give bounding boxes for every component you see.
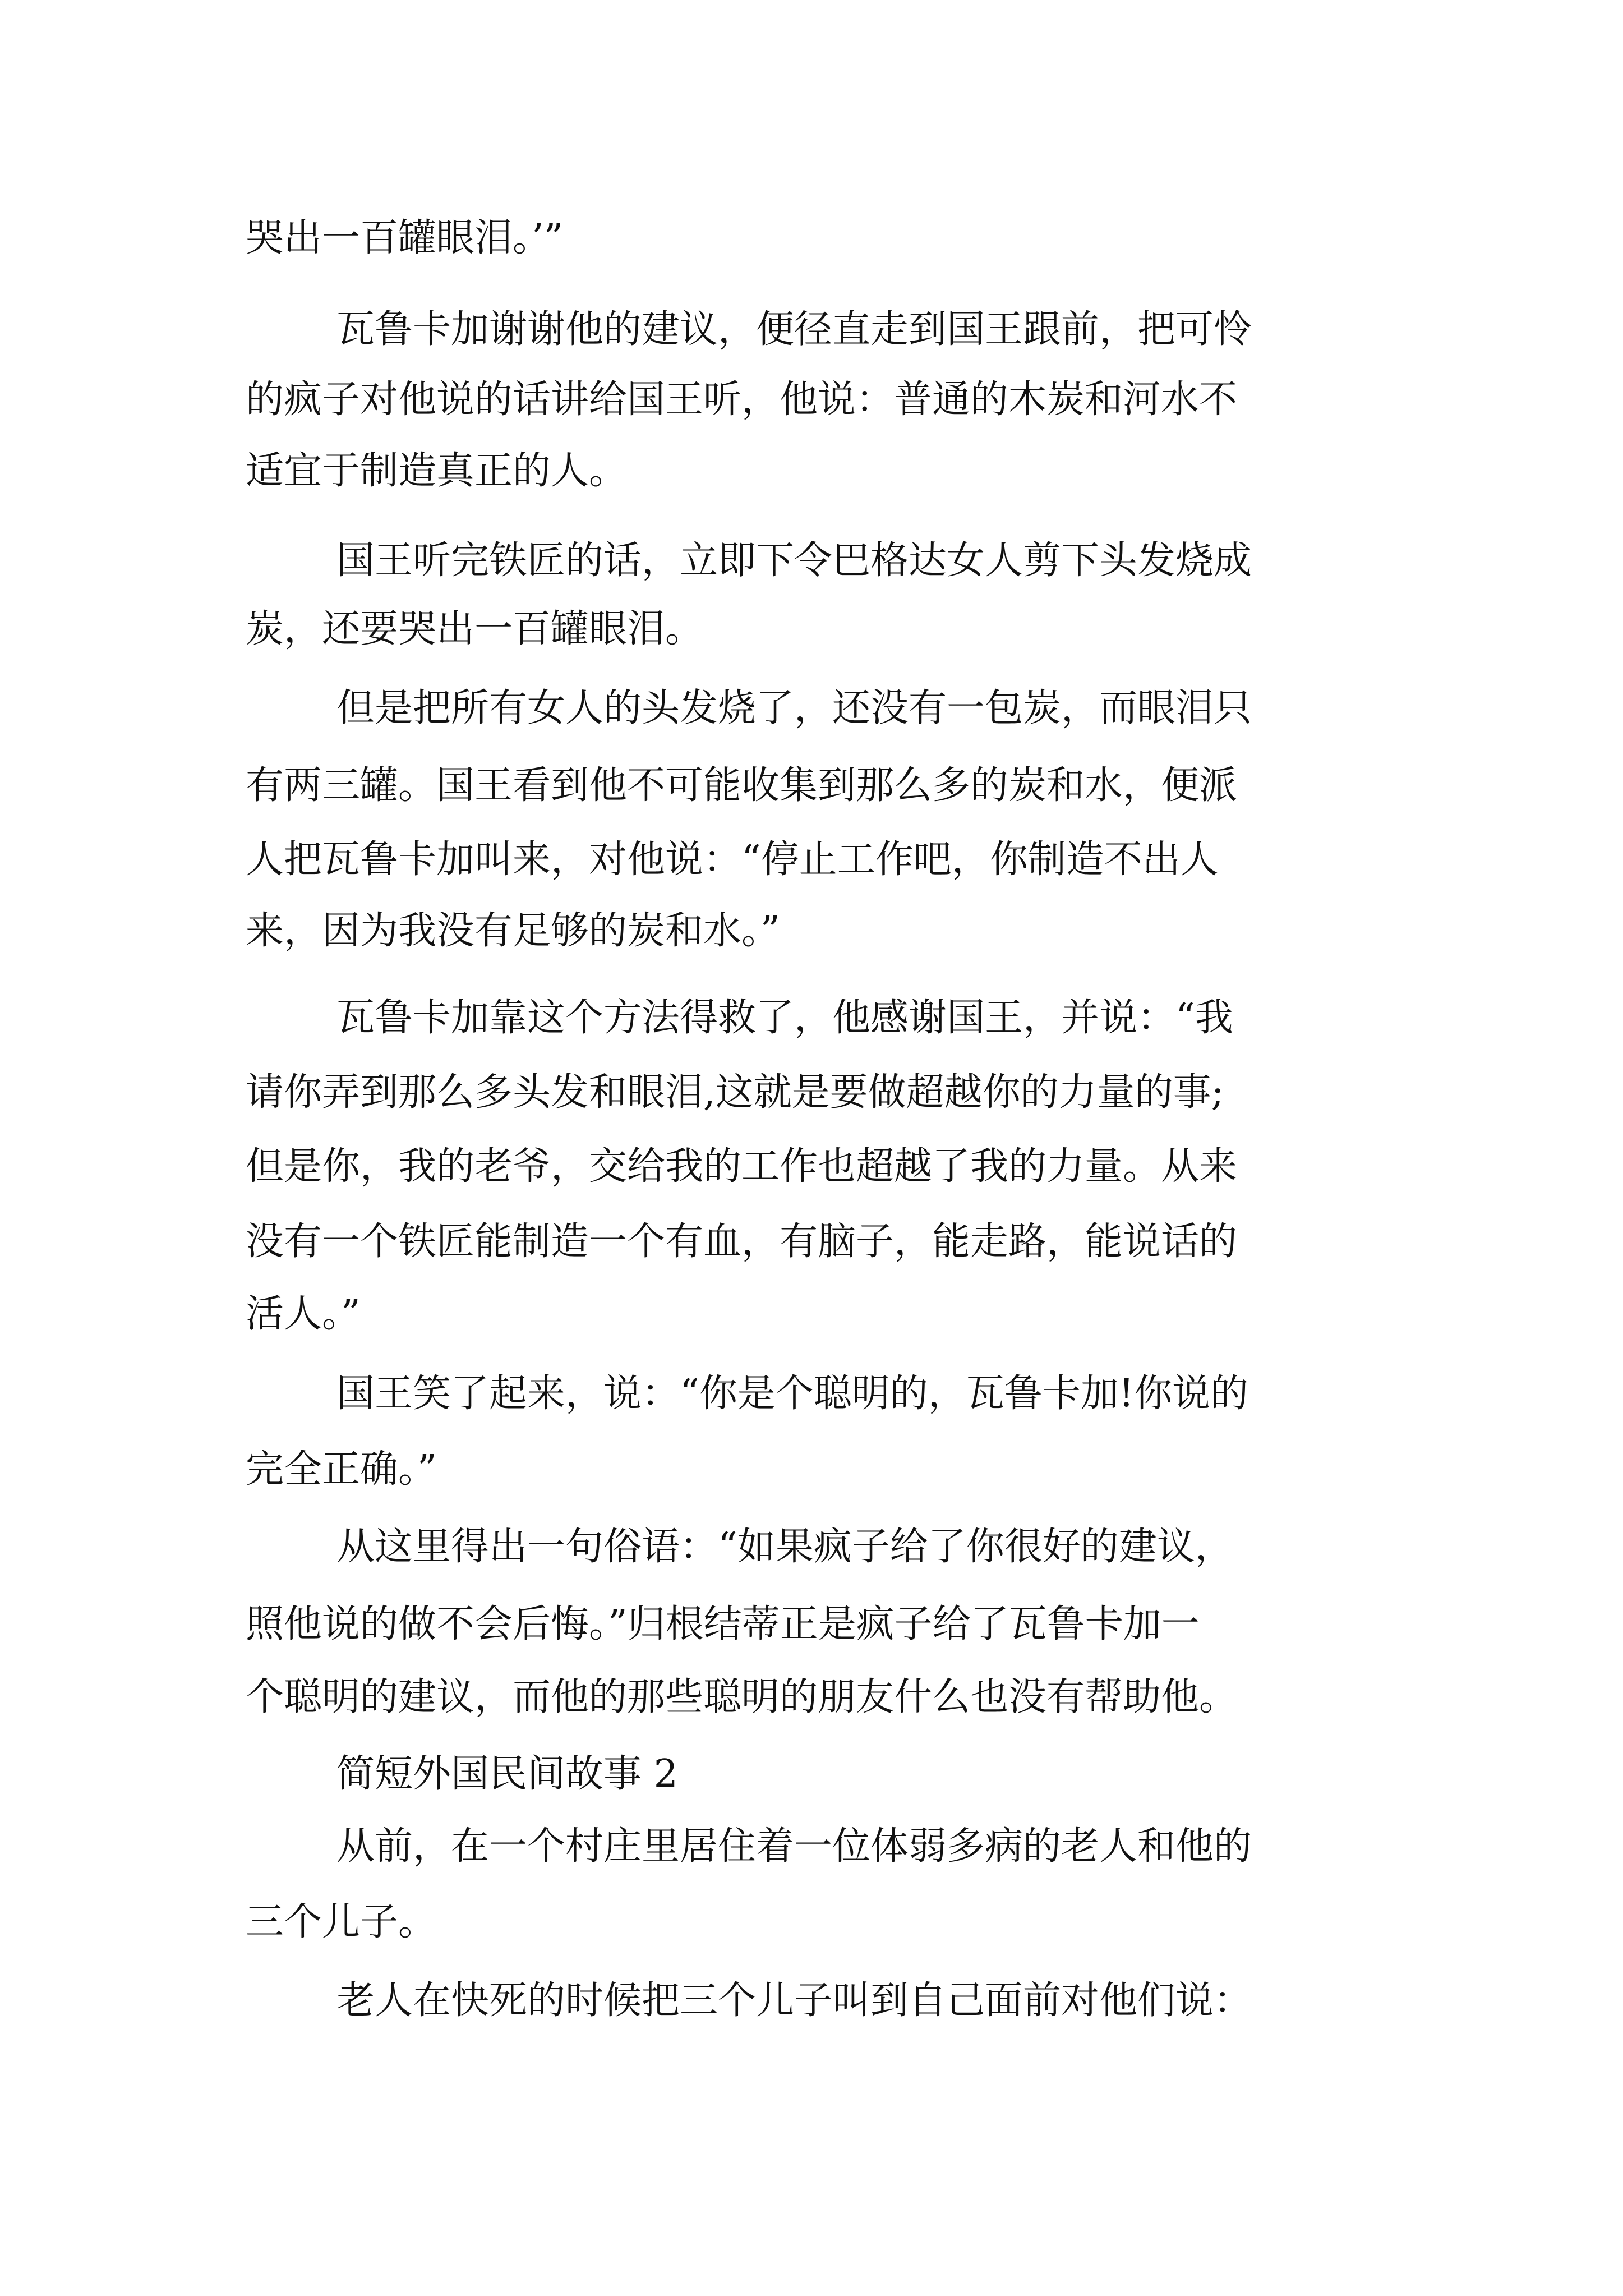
text-line: 没有一个铁匠能制造一个有血，有脑子，能走路，能说话的 (246, 1220, 1238, 1264)
text-line: 个聪明的建议，而他的那些聪明的朋友什么也没有帮助他。 (246, 1675, 1238, 1719)
paragraph-first-line: 瓦鲁卡加靠这个方法得救了，他感谢国王，并说：“我 (336, 996, 1233, 1040)
section-heading: 简短外国民间故事 2 (336, 1752, 678, 1796)
text-line: 炭，还要哭出一百罐眼泪。 (246, 607, 704, 651)
paragraph-first-line: 老人在快死的时候把三个儿子叫到自己面前对他们说： (336, 1978, 1252, 2023)
text-line: 完全正确。” (246, 1447, 437, 1492)
text-line: 照他说的做不会后悔。”归根结蒂正是疯子给了瓦鲁卡加一 (246, 1602, 1200, 1646)
text-line: 的疯子对他说的话讲给国王听，他说：普通的木炭和河水不 (246, 378, 1238, 422)
paragraph-first-line: 国王笑了起来，说：“你是个聪明的，瓦鲁卡加!你说的 (336, 1372, 1249, 1416)
text-line: 哭出一百罐眼泪。’” (246, 216, 564, 260)
paragraph-first-line: 从前，在一个村庄里居住着一位体弱多病的老人和他的 (336, 1824, 1252, 1869)
text-line: 三个儿子。 (246, 1900, 437, 1944)
text-line: 但是你，我的老爷，交给我的工作也超越了我的力量。从来 (246, 1144, 1238, 1189)
text-line: 来，因为我没有足够的炭和水。” (246, 909, 780, 953)
paragraph-first-line: 但是把所有女人的头发烧了，还没有一包炭，而眼泪只 (336, 686, 1252, 730)
text-line: 适宜于制造真正的人。 (246, 449, 628, 493)
paragraph-first-line: 瓦鲁卡加谢谢他的建议，便径直走到国王跟前，把可怜 (336, 307, 1252, 352)
text-line: 人把瓦鲁卡加叫来，对他说：“停止工作吧，你制造不出人 (246, 838, 1219, 882)
paragraph-first-line: 国王听完铁匠的话，立即下令巴格达女人剪下头发烧成 (336, 539, 1252, 583)
text-line: 有两三罐。国王看到他不可能收集到那么多的炭和水，便派 (246, 763, 1238, 808)
text-line: 活人。” (246, 1292, 361, 1336)
paragraph-first-line: 从这里得出一句俗语：“如果疯子给了你很好的建议， (336, 1525, 1233, 1569)
text-line: 请你弄到那么多头发和眼泪,这就是要做超越你的力量的事; (246, 1070, 1224, 1115)
